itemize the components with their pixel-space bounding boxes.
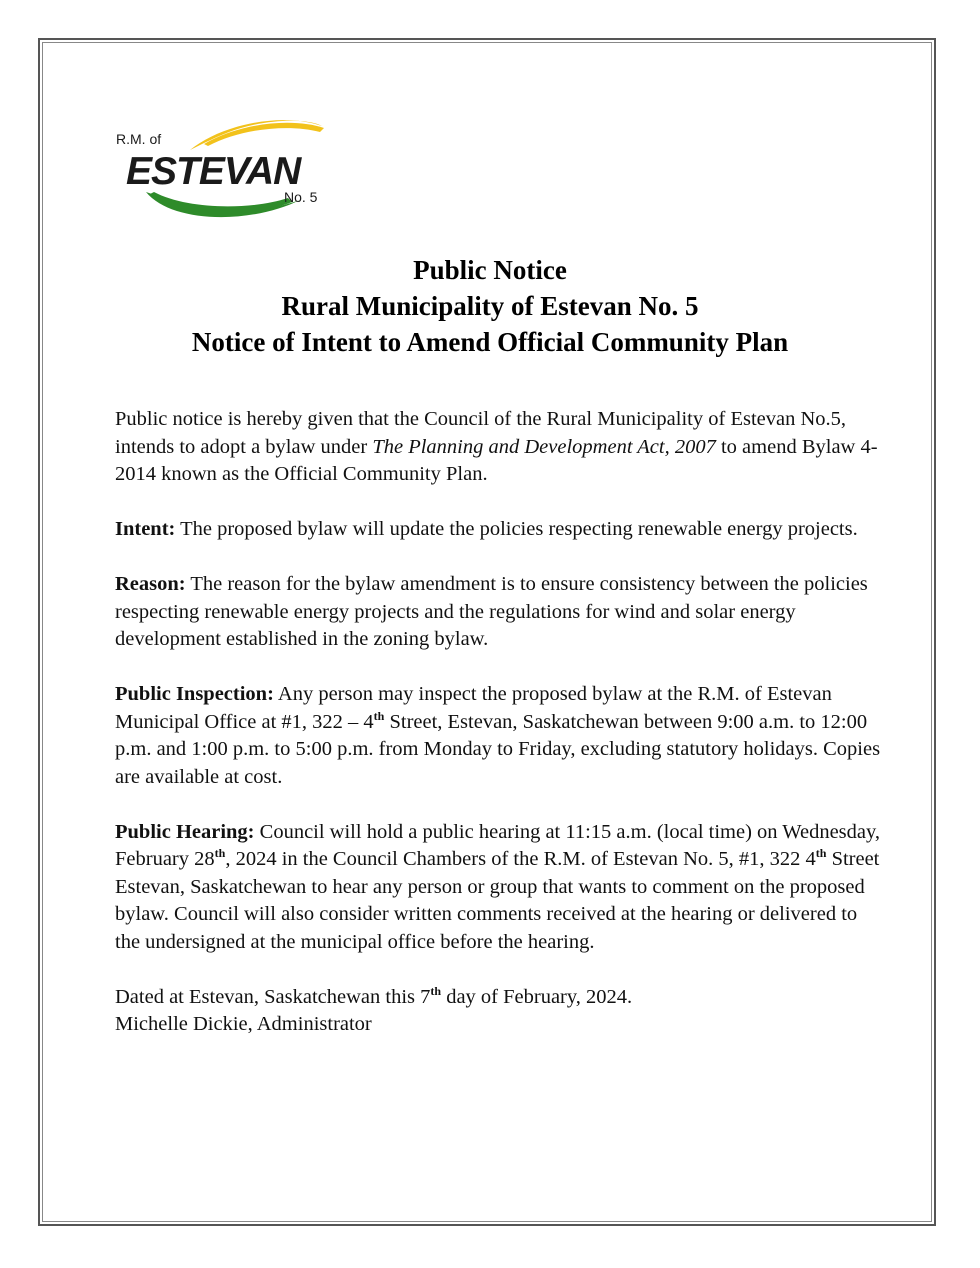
dated-line — [115, 984, 885, 1012]
reason-text: The reason for the bylaw amendment is to ensure consistency between the policies respecting renewable energy projects and the regulations for wind and solar energy development established in the zoning bylaw. — [115, 573, 868, 650]
hearing-paragraph — [115, 819, 885, 957]
reason-paragraph — [115, 571, 885, 654]
logo-prefix-text: R.M. of — [116, 131, 162, 147]
intro-text-a: Public notice is hereby given that the Council of the Rural Municipality of Estevan No.5, intends to adopt a bylaw under — [115, 408, 847, 458]
inspection-sup: th — [373, 708, 385, 723]
hearing-text-b: , 2024 in the Council Chambers of the R.M. of Estevan No. 5, #1, 322 4 — [225, 848, 816, 870]
dated-text-b: day of February, 2024. — [441, 985, 633, 1008]
heading-line-1: Public Notice — [413, 255, 567, 285]
hearing-text-a: Council will hold a public hearing at 11:15 a.m. (local time) on Wednesday, February 28 — [115, 820, 881, 870]
intro-text-b: to amend Bylaw 4-2014 known as the Official Community Plan. — [115, 435, 878, 485]
heading-line-3: Notice of Intent to Amend Official Community Plan — [191, 327, 789, 357]
notice-body — [115, 406, 885, 1039]
logo-suffix-text: No. 5 — [284, 189, 318, 205]
dated-text-a: Dated at Estevan, Saskatchewan this 7 — [115, 985, 431, 1008]
intent-paragraph — [115, 516, 885, 544]
logo-name-text: ESTEVAN — [126, 150, 301, 193]
rm-estevan-logo — [112, 114, 342, 220]
logo-graphic — [112, 114, 342, 220]
hearing-sup-2: th — [815, 846, 827, 861]
inspection-paragraph — [115, 681, 885, 791]
notice-heading — [0, 252, 980, 360]
intro-paragraph — [115, 406, 885, 489]
reason-label: Reason: — [115, 573, 186, 595]
dated-sup: th — [430, 983, 442, 998]
hearing-label: Public Hearing: — [115, 820, 255, 843]
hearing-sup-1: th — [214, 846, 226, 861]
intent-label: Intent: — [115, 518, 176, 540]
inspection-text-b: Street, Estevan, Saskatchewan between 9:00 a.m. to 12:00 p.m. and 1:00 p.m. to 5:00 p.m. from Monday to Friday, excluding statutory holidays. Copies are available at cost. — [115, 710, 881, 788]
act-title: The Planning and Development Act, 2007 — [372, 435, 716, 458]
signature-block — [115, 984, 885, 1039]
inspection-text-a: Any person may inspect the proposed bylaw at the R.M. of Estevan Municipal Office at #1, 322 – 4 — [115, 683, 832, 733]
inspection-label: Public Inspection: — [115, 683, 274, 705]
heading-line-2: Rural Municipality of Estevan No. 5 — [281, 291, 699, 321]
intent-text: The proposed bylaw will update the policies respecting renewable energy projects. — [175, 518, 858, 540]
signatory-line: Michelle Dickie, Administrator — [115, 1013, 372, 1035]
hearing-text-c: Street Estevan, Saskatchewan to hear any person or group that wants to comment on the proposed bylaw. Council will also consider written comments received at the hearing or delivered to the undersigned at the municipal office before the hearing. — [115, 848, 880, 953]
